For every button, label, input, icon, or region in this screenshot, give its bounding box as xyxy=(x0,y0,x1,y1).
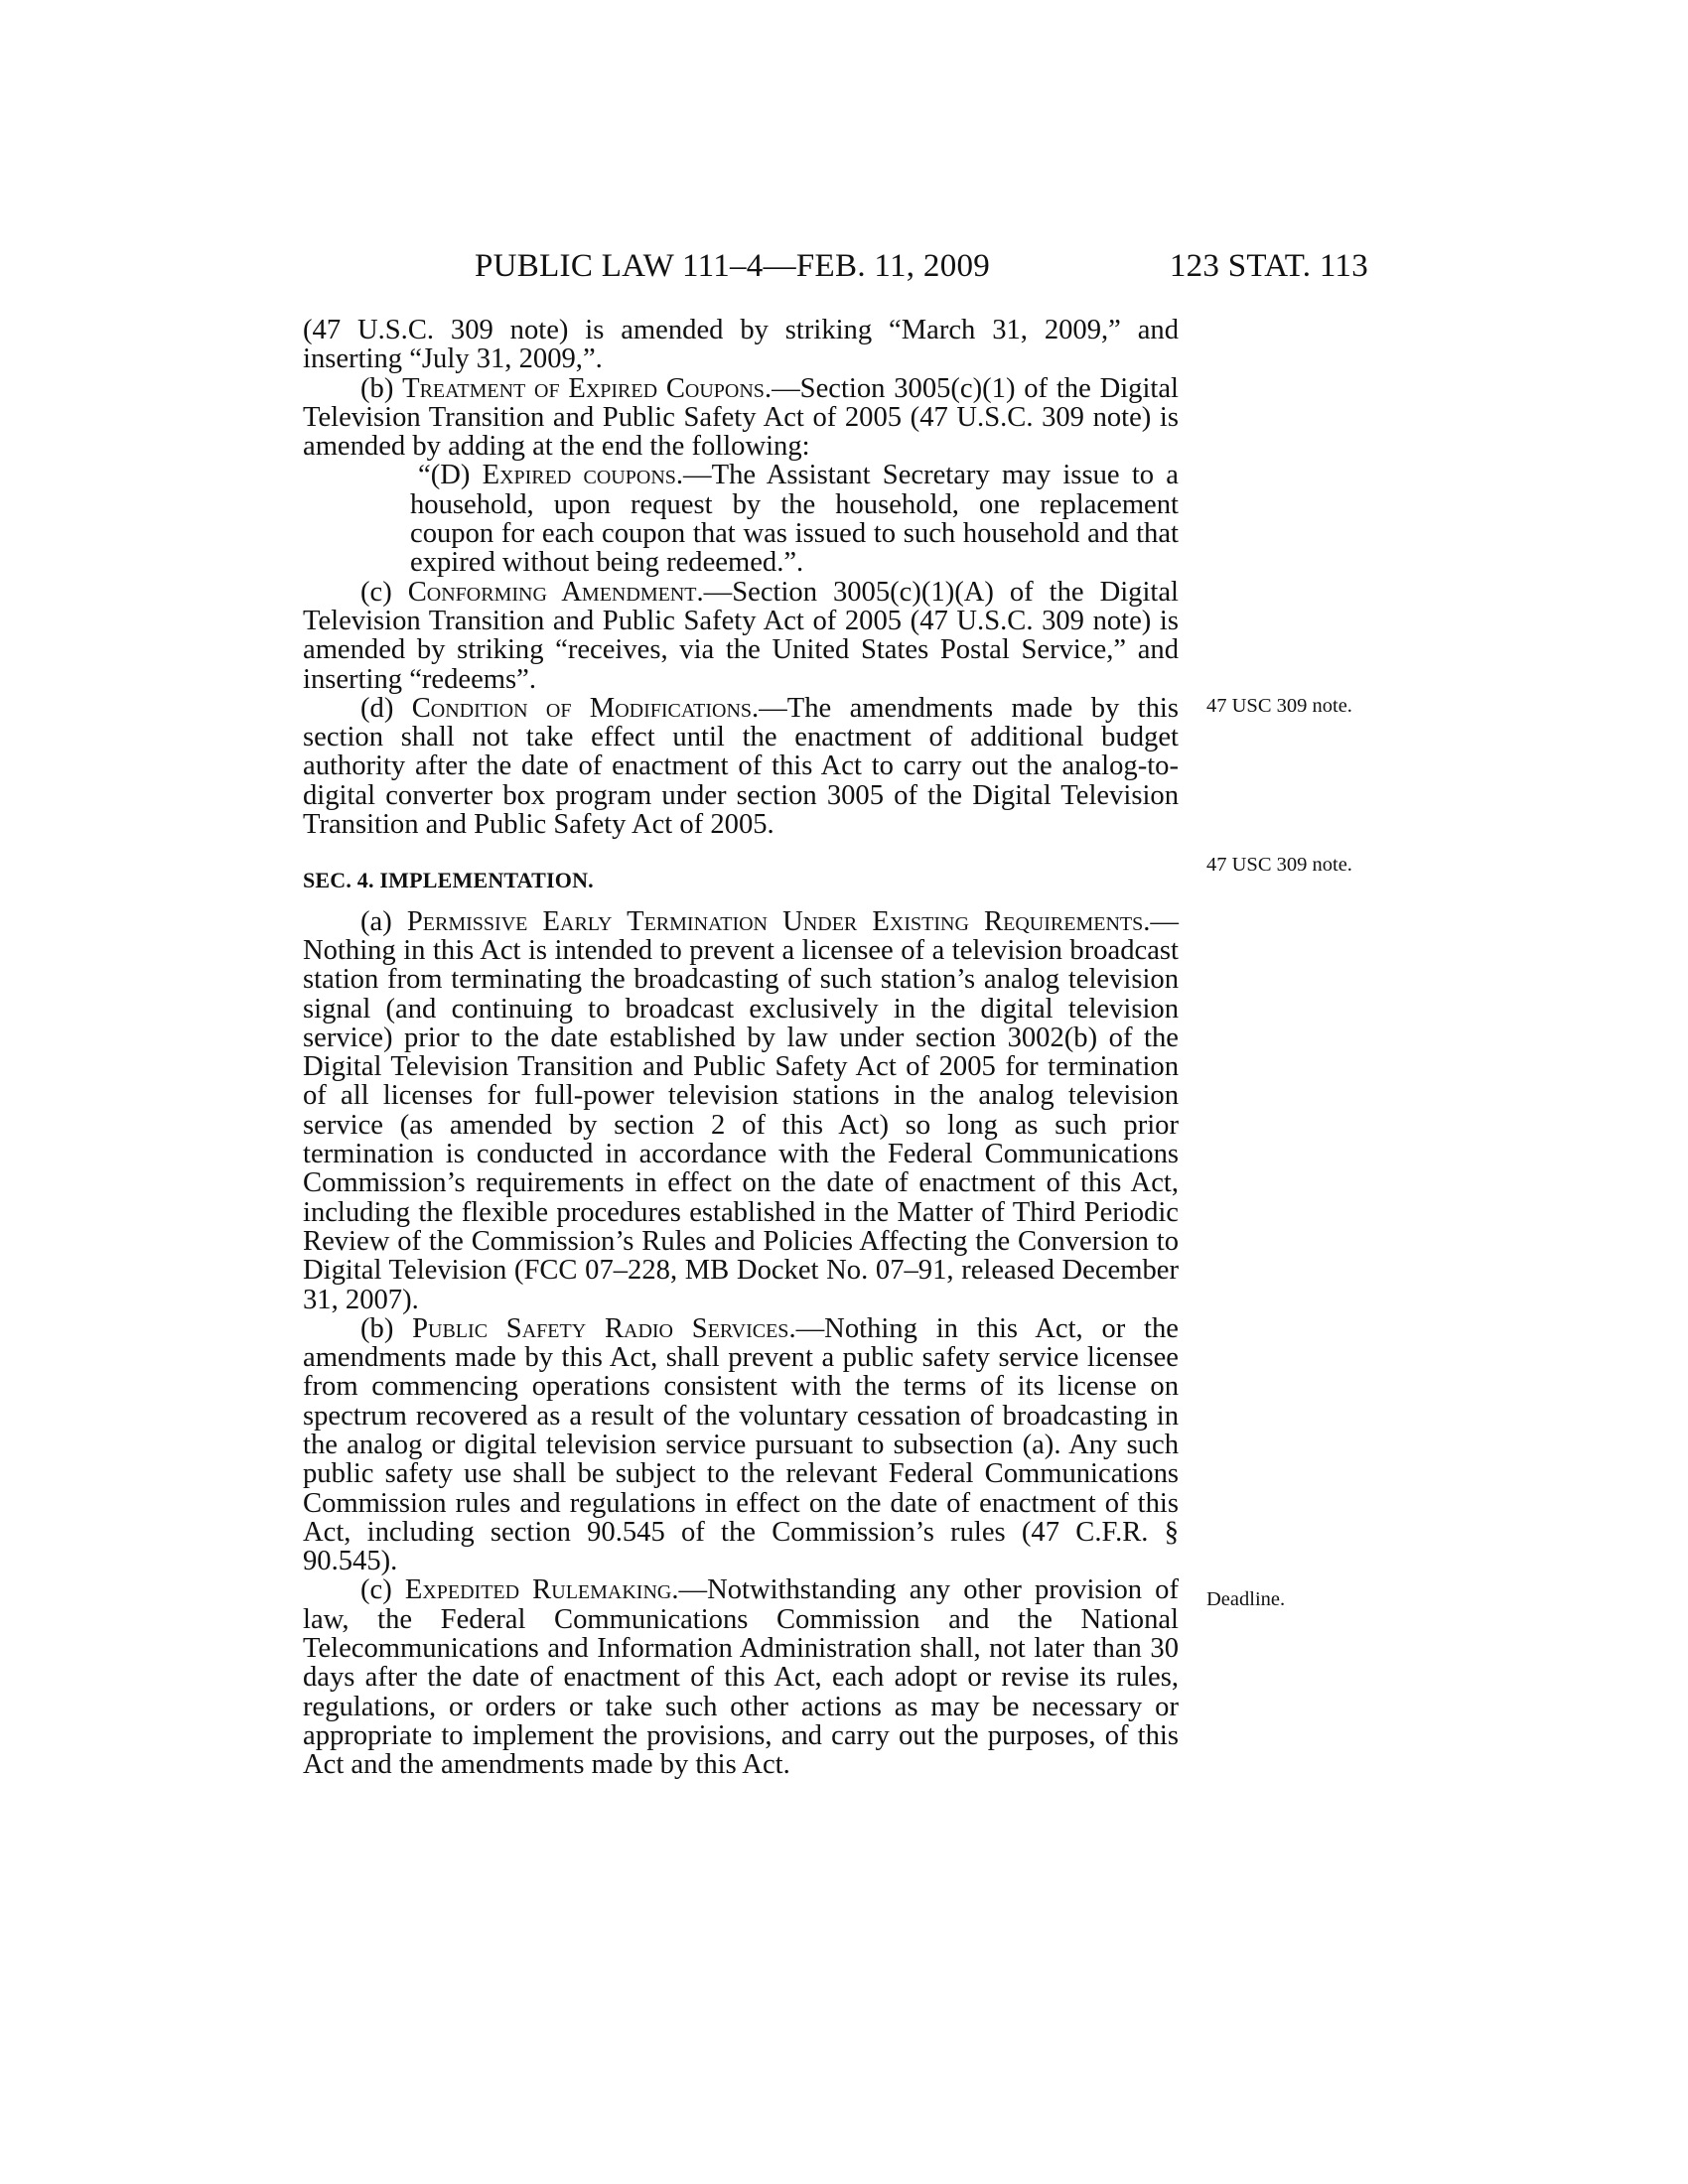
running-head-title: PUBLIC LAW 111–4—FEB. 11, 2009 xyxy=(475,248,991,284)
heading-expedited-rulemaking: Expedited Rulemaking xyxy=(404,1574,672,1606)
heading-expired-coupons: Treatment of Expired Coupons xyxy=(402,372,765,404)
paragraph-c-conforming-amendment: (c) Conforming Amendment.—Section 3005(c)(1)(A) of the Digital Television Transition and Public Safety Act of 2005 (47 U.S.C. 309 note) is amended by striking “receives, via the United States Postal Service,” and inserting “redeems”. xyxy=(303,576,1179,695)
stat-page-number: 123 STAT. 113 xyxy=(1169,248,1368,284)
heading-expired-coupons-quoted: Expired coupons xyxy=(482,460,676,491)
heading-condition-of-modifications: Condition of Modifications xyxy=(411,692,753,724)
paragraph-4a-permissive-early-termination: (a) Permissive Early Termination Under Existing Requirements.—Nothing in this Act is intended to prevent a licensee of a television broadcast station from terminating the broadcasting of such station’s analog television signal (and continuing to broadcast exclusively in the digital television service) prior to the date established by law under section 3002(b) of the Digital Television Transition and Public Safety Act of 2005 for termination of all licenses for full-power television stations in the analog television service (as amended by section 2 of this Act) so long as such prior termination is conducted in accordance with the Federal Communications Commission’s requirements in effect on the date of enactment of this Act, including the flexible procedures established in the Matter of Third Periodic Review of the Commission’s Rules and Policies Affecting the Conversion to Digital Television (FCC 07–228, MB Docket No. 07–91, released December 31, 2007). xyxy=(303,905,1179,1315)
paragraph-4c-expedited-rulemaking: (c) Expedited Rulemaking.—Notwithstanding any other provision of law, the Federal Communications Commission and the National Telecommunications and Information Administration shall, not later than 30 days after the date of enactment of this Act, each adopt or revise its rules, regulations, or orders or take such other actions as may be necessary or appropriate to implement the provisions, and carry out the purposes, of this Act and the amendments made by this Act. xyxy=(303,1574,1179,1781)
margin-note-usc-2: 47 USC 309 note. xyxy=(1206,854,1352,876)
paragraph-b-expired-coupons: (b) Treatment of Expired Coupons.—Section 3005(c)(1) of the Digital Television Transition and Public Safety Act of 2005 (47 U.S.C. 309 note) is amended by adding at the end the following: xyxy=(303,372,1179,463)
paragraph-continuation: (47 U.S.C. 309 note) is amended by striking “March 31, 2009,” and inserting “July 31, 2009,”. xyxy=(303,315,1179,375)
document-body xyxy=(303,316,1179,1780)
paragraph-d-condition-of-modifications: (d) Condition of Modifications.—The amendments made by this section shall not take effect until the enactment of additional budget authority after the date of enactment of this Act to carry out the analog-to-digital converter box program under section 3005 of the Digital Television Transition and Public Safety Act of 2005. xyxy=(303,692,1179,841)
margin-note-usc-1: 47 USC 309 note. xyxy=(1206,695,1352,717)
margin-note-deadline: Deadline. xyxy=(1206,1588,1286,1610)
quoted-provision-d: “(D) Expired coupons.—The Assistant Secretary may issue to a household, upon request by the household, one replacement coupon for each coupon that was issued to such household and that expired without being redeemed.”. xyxy=(410,460,1179,579)
paragraph-4b-public-safety-radio: (b) Public Safety Radio Services.—Nothing in this Act, or the amendments made by this Act, shall prevent a public safety service licensee from commencing operations consistent with the terms of its license on spectrum recovered as a result of the voluntary cessation of broadcasting in the analog or digital television service pursuant to subsection (a). Any such public safety use shall be subject to the relevant Federal Communications Commission rules and regulations in effect on the date of enactment of this Act, including section 90.545 of the Commission’s rules (47 C.F.R. § 90.545). xyxy=(303,1312,1179,1577)
heading-permissive-early-termination: Permissive Early Termination Under Existing Requirements xyxy=(406,905,1144,937)
heading-conforming-amendment: Conforming Amendment xyxy=(407,576,697,608)
section-4-heading: SEC. 4. IMPLEMENTATION. xyxy=(303,868,594,893)
heading-public-safety-radio-services: Public Safety Radio Services xyxy=(412,1312,789,1344)
